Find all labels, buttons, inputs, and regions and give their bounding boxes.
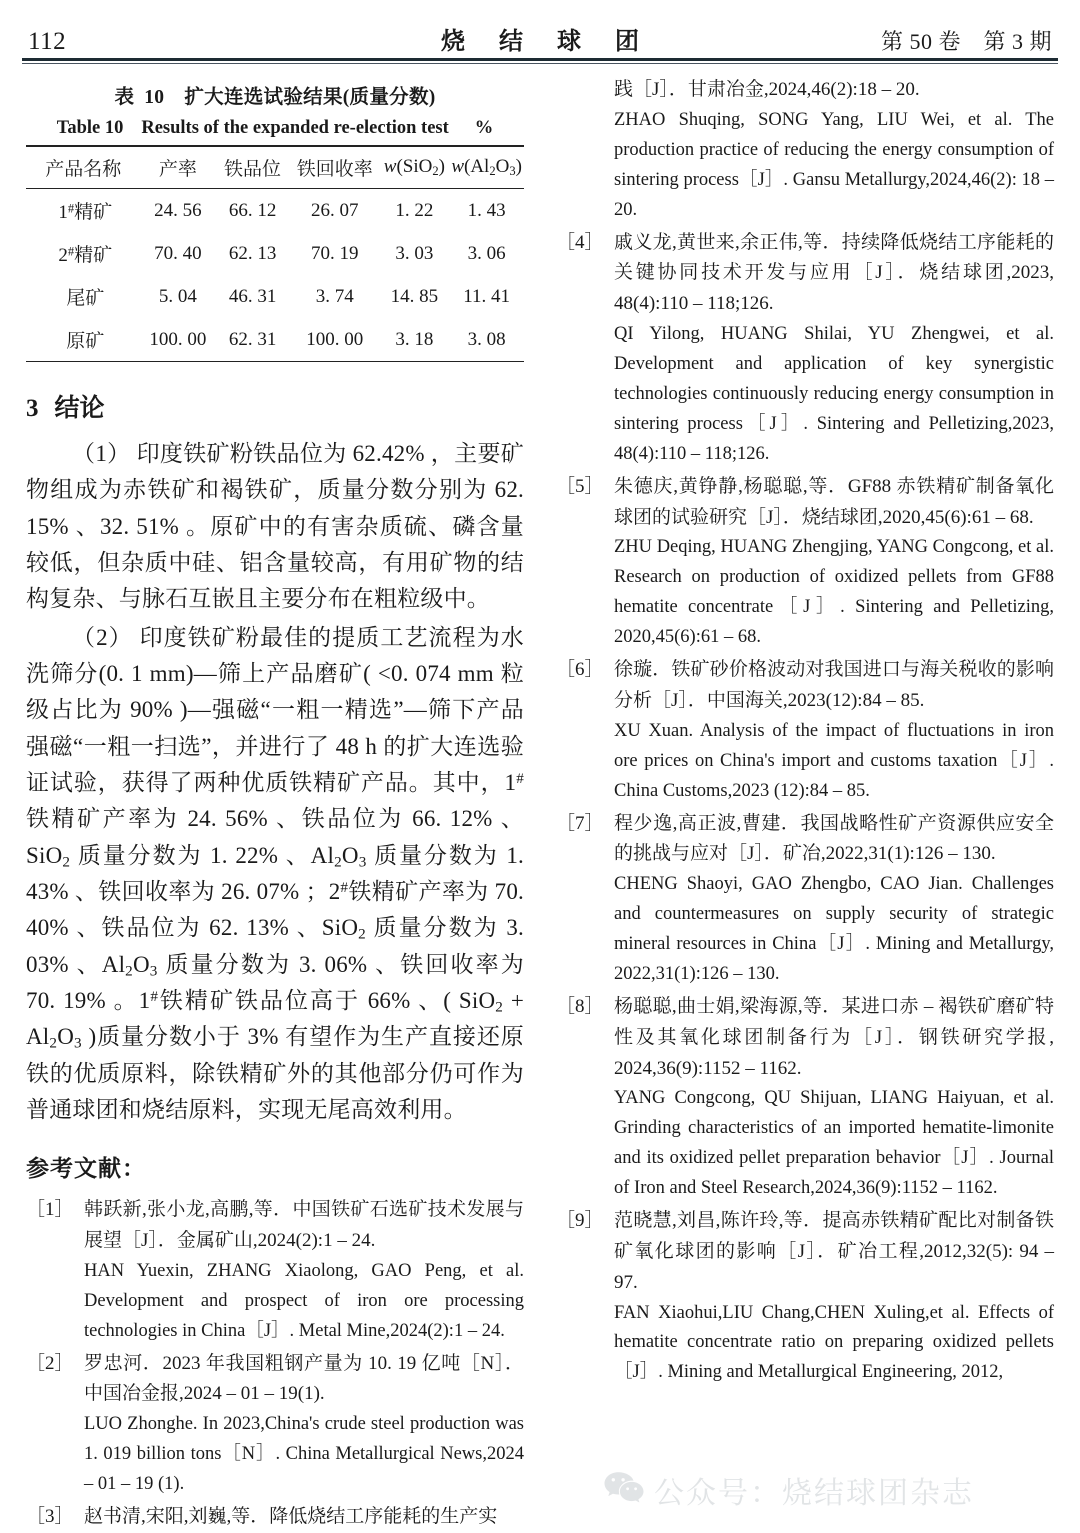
cell-sio2: 3. 03 [395, 242, 434, 264]
table-caption-en-number: 10 [104, 118, 124, 138]
table-header-row [26, 146, 524, 189]
reference-en: ZHAO Shuqing, SONG Yang, LIU Wei, et al. The production practice of reducing the energy consumption of sintering process［J］. Gansu Metallurgy,2024,46(2): 18 – 20. [614, 109, 1054, 220]
reference-en: XU Xuan. Analysis of the impact of fluctuations in iron ore prices on China's import and customs taxation［J］. China Customs,2023 (12):84 – 85. [614, 720, 1054, 801]
reference-en: FAN Xiaohui,LIU Chang,CHEN Xuling,et al. Effects of hematite concentrate ratio on preparing oxidized pellets ［J］. Mining and Metallurgical Engineering, 2012, [614, 1302, 1054, 1383]
reference-cn: 戚义龙,黄世来,余正伟,等．持续降低烧结工序能耗的关键协同技术开发与应用［J］．烧结球团,2023, 48(4):110 – 118;126. [614, 231, 1054, 315]
reference-en: YANG Congcong, QU Shijuan, LIANG Haiyuan, et al. Grinding characteristics of an imported hematite-limonite and its oxidized pellet preparation behavior［J］. Journal of Iron and Steel Research,2024,36(9):1152 – 1162. [614, 1088, 1054, 1199]
volume-issue: 第 50 卷 第 3 期 [880, 29, 1052, 54]
cell-al2o3: 3. 08 [467, 328, 506, 350]
conclusion-paragraph-2: （2） 印度铁矿粉最佳的提质工艺流程为水洗筛分(0. 1 mm)—筛上产品磨矿( <0. 074 mm 粒级占比为 90% )—强磁“一粗一精选”—筛下产品强磁“一粗一扫选”，并进行了 48 h 的扩大连选验证试验，获得了两种优质铁精矿产品。其中，1#铁精矿产率为 24. 56% 、铁品位为 66. 12% 、SiO$_2$ 质量分数为 1. 22% 、$Al_2O_3$ 质量分数为 1. 43% 、铁回收率为 26. 07% ；2#铁精矿产率为 70. 40% 、铁品位为 62. 13% 、SiO$_2$ 质量分数为 3. 03% 、$Al_2O_3$ 质量分数为 3. 06% 、铁回收率为 70. 19% 。1#铁精矿铁品位高于 66% 、( $SiO_2 + Al_2O_3$ )质量分数小于 3% 有望作为生产直接还原铁的优质原料，除铁精矿外的其他部分仍可作为普通球团和烧结原料，实现无尾高效利用。 [26, 624, 525, 1122]
reference-tag: ［1］ [26, 1199, 74, 1221]
reference-item [26, 1502, 524, 1533]
cell-product-name: 原矿 [66, 331, 105, 352]
th-product-name: 产品名称 [45, 159, 122, 180]
left-column [26, 75, 524, 1527]
cell-iron-recovery: 3. 74 [315, 285, 354, 307]
right-column [556, 75, 1054, 1527]
cell-product-name: 尾矿 [66, 288, 105, 309]
reference-tag: ［5］ [556, 475, 604, 497]
cell-iron-recovery: 26. 07 [310, 199, 359, 221]
th-sio2: w(SiO$_2$) [383, 156, 445, 178]
cell-iron-grade: 66. 12 [228, 199, 277, 221]
table-header [26, 146, 524, 189]
reference-item [556, 992, 1054, 1204]
header-rule [22, 58, 1058, 65]
cell-sio2: 14. 85 [390, 285, 439, 307]
th-yield: 产率 [158, 159, 197, 180]
section-title: 结论 [54, 395, 105, 422]
cell-product-name: 2#精矿 [58, 244, 113, 266]
reference-tag: ［6］ [556, 659, 604, 681]
reference-item [556, 655, 1054, 806]
reference-cn: 程少逸,高正波,曹建．我国战略性矿产资源供应安全的挑战与应对［J］．矿冶,2022,31(1):126 – 130. [614, 812, 1054, 865]
reference-en: LUO Zhonghe. In 2023,China's crude steel production was 1. 019 billion tons［N］. China Metallurgical News,2024 – 01 – 19 (1). [84, 1414, 524, 1495]
table-body [26, 189, 524, 362]
reference-text [614, 228, 1054, 470]
reference-item [556, 809, 1054, 990]
reference-tag: ［4］ [556, 231, 604, 253]
results-table [26, 145, 524, 362]
reference-tag: ［3］ [26, 1506, 74, 1528]
page-number: 112 [28, 28, 67, 55]
table-caption-en-label: Table [56, 118, 101, 138]
cell-iron-grade: 62. 13 [228, 242, 277, 264]
cell-sio2: 1. 22 [395, 199, 434, 221]
table-row [26, 189, 524, 233]
reference-cn: 杨聪聪,曲士娟,梁海源,等．某进口赤 – 褐铁矿磨矿特性及其氧化球团制备行为［J］．钢铁研究学报, 2024,36(9):1152 – 1162. [614, 996, 1054, 1079]
section-heading-conclusion [26, 388, 524, 424]
reference-tag: ［8］ [556, 996, 604, 1018]
reference-text [614, 992, 1054, 1204]
reference-tag: ［7］ [556, 812, 604, 834]
cell-product-name: 1#精矿 [58, 201, 113, 223]
reference-cn: 韩跃新,张小龙,高鹏,等．中国铁矿石选矿技术发展与展望［J］．金属矿山,2024(2):1 – 24. [84, 1199, 524, 1251]
reference-tag: ［2］ [26, 1352, 74, 1374]
table-caption-cn-title: 扩大连选试验结果(质量分数) [184, 87, 436, 108]
cell-yield: 5. 04 [158, 285, 197, 307]
table-caption-en-title: Results of the expanded re-election test [141, 118, 449, 138]
cell-yield: 100. 00 [149, 328, 207, 350]
reference-text [84, 1502, 524, 1533]
cell-al2o3: 3. 06 [467, 242, 506, 264]
watermark-text: 公众号：烧结球团杂志 [654, 1477, 974, 1510]
table-caption-cn [26, 81, 524, 109]
reference-cn: 徐璇．铁矿砂价格波动对我国进口与海关税收的影响分析［J］．中国海关,2023(12):84 – 85. [614, 659, 1054, 711]
th-iron-grade: 铁品位 [224, 159, 282, 180]
cell-iron-grade: 46. 31 [228, 285, 277, 307]
reference-item [26, 1195, 524, 1346]
cell-al2o3: 1. 43 [467, 199, 506, 221]
th-al2o3: $w(Al_2O_3)$ [451, 156, 522, 178]
table-caption-cn-number: 10 [144, 87, 165, 108]
reference-item [556, 472, 1054, 653]
references-heading: 参考文献： [26, 1156, 146, 1182]
reference-cn-part: 践［J］．甘肃冶金,2024,46(2):18 – 20. [614, 79, 920, 100]
conclusion-paragraph-1: （1） 印度铁矿粉铁品位为 62.42% ，主要矿物组成为赤铁矿和褐铁矿，质量分数分别为 62. 15% 、32. 51% 。原矿中的有害杂质硫、磷含量较低，但杂质中硅、铝含量较高，有用矿物的结构复杂、与脉石互嵌且主要分布在粗粒级中。 [26, 441, 524, 612]
cell-yield: 24. 56 [154, 199, 202, 221]
two-column-body [26, 75, 1054, 1527]
reference-text [84, 1349, 524, 1500]
th-iron-recovery: 铁回收率 [296, 159, 373, 180]
reference-cn: 罗忠河．2023 年我国粗钢产量为 10. 19 亿吨［N］．中国冶金报,2024 – 01 – 19(1). [84, 1352, 524, 1405]
cell-yield: 70. 40 [154, 242, 202, 264]
section-number: 3 [26, 395, 39, 422]
reference-en: ZHU Deqing, HUANG Zhengjing, YANG Congcong, et al. Research on production of oxidized pellets from GF88 hematite concentrate［J］. Sintering and Pelletizing, 2020,45(6):61 – 68. [614, 537, 1054, 648]
running-head [28, 0, 1052, 58]
cell-iron-recovery: 100. 00 [306, 328, 364, 350]
reference-en: QI Yilong, HUANG Shilai, YU Zhengwei, et al. Development and application of key synergistic technologies continuously reducing energy consumption in sintering process［J］. Sintering and Pelletizing,2023, 48(4):110 – 118;126. [614, 323, 1054, 464]
reference-item [556, 228, 1054, 470]
cell-sio2: 3. 18 [395, 328, 434, 350]
table-caption-en [26, 118, 524, 139]
table-row [26, 275, 524, 318]
reference-cn: 朱德庆,黄铮静,杨聪聪,等．GF88 赤铁精矿制备氧化球团的试验研究［J］．烧结球团,2020,45(6):61 – 68. [614, 475, 1054, 528]
table-10-block [26, 81, 524, 362]
table-caption-unit: % [474, 118, 494, 138]
reference-text [614, 472, 1054, 653]
reference-tag: ［9］ [556, 1210, 604, 1232]
reference-text [614, 655, 1054, 806]
reference-text [84, 1195, 524, 1346]
reference-text [614, 809, 1054, 990]
reference-item-continued [556, 75, 1054, 226]
reference-cn: 范晓慧,刘昌,陈许玲,等．提高赤铁精矿配比对制备铁矿氧化球团的影响［J］．矿冶工程,2012,32(5): 94 – 97. [614, 1210, 1054, 1293]
reference-en: HAN Yuexin, ZHANG Xiaolong, GAO Peng, et al. Development and prospect of iron ore processing technologies in China［J］. Metal Mine,2024(2):1 – 24. [84, 1260, 524, 1341]
table-row [26, 318, 524, 362]
reference-text [614, 1206, 1054, 1388]
table-caption-cn-label: 表 [114, 87, 135, 108]
reference-en: CHENG Shaoyi, GAO Zhengbo, CAO Jian. Challenges and countermeasures on supply security of strategic mineral resources in China［J］. Mining and Metallurgy, 2022,31(1):126 – 130. [614, 874, 1054, 985]
reference-item [26, 1349, 524, 1500]
journal-title: 烧 结 球 团 [441, 29, 653, 55]
cell-al2o3: 11. 41 [463, 285, 511, 307]
reference-cn-part: 赵书清,宋阳,刘巍,等．降低烧结工序能耗的生产实 [84, 1506, 498, 1528]
reference-item [556, 1206, 1054, 1388]
cell-iron-recovery: 70. 19 [310, 242, 359, 264]
cell-iron-grade: 62. 31 [228, 328, 277, 350]
reference-text [614, 75, 1054, 226]
table-row [26, 232, 524, 275]
